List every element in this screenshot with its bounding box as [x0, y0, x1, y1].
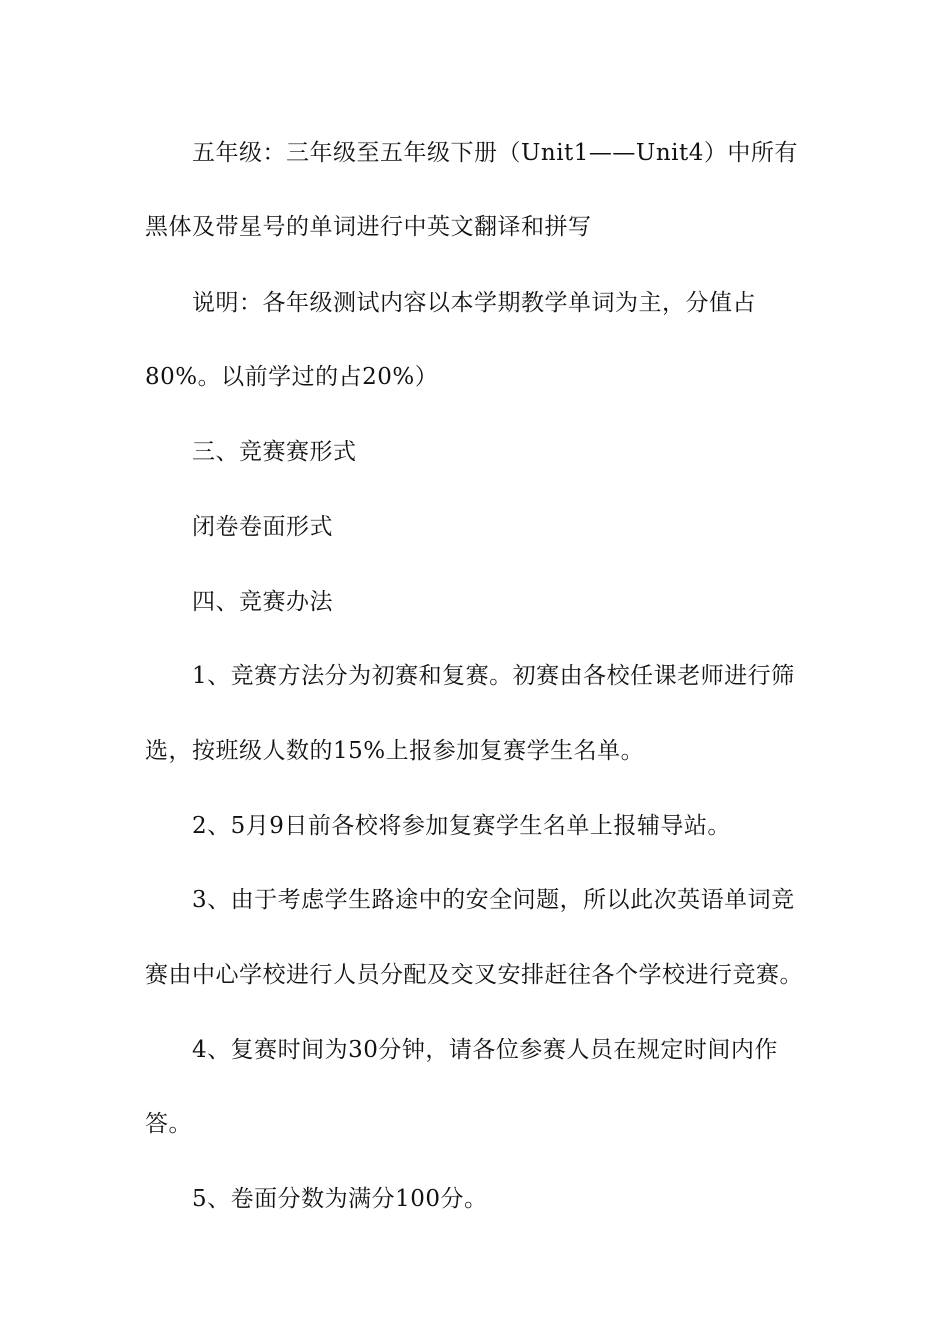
list-item-5: 5、卷面分数为满分100分。 [192, 1186, 488, 1212]
paragraph-note-cont: 80%。以前学过的占20%） [145, 364, 439, 390]
list-item-1-cont: 选，按班级人数的15%上报参加复赛学生名单。 [145, 738, 645, 764]
paragraph-grade5-scope-cont: 黑体及带星号的单词进行中英文翻译和拼写 [145, 214, 592, 240]
list-item-1: 1、竞赛方法分为初赛和复赛。初赛由各校任课老师进行筛 [192, 663, 795, 689]
list-item-4-cont: 答。 [145, 1111, 192, 1137]
list-item-2: 2、5月9日前各校将参加复赛学生名单上报辅导站。 [192, 813, 731, 839]
list-item-4: 4、复赛时间为30分钟，请各位参赛人员在规定时间内作 [192, 1037, 778, 1063]
paragraph-note: 说明：各年级测试内容以本学期教学单词为主，分值占 [192, 290, 756, 316]
paragraph-grade5-scope: 五年级：三年级至五年级下册（Unit1——Unit4）中所有 [192, 140, 798, 166]
paragraph-format: 闭卷卷面形式 [192, 514, 333, 540]
section-heading-format: 三、竞赛赛形式 [192, 439, 357, 465]
list-item-3: 3、由于考虑学生路途中的安全问题，所以此次英语单词竞 [192, 887, 795, 913]
list-item-3-cont: 赛由中心学校进行人员分配及交叉安排赶往各个学校进行竞赛。 [145, 962, 803, 988]
section-heading-method: 四、竞赛办法 [192, 589, 333, 615]
